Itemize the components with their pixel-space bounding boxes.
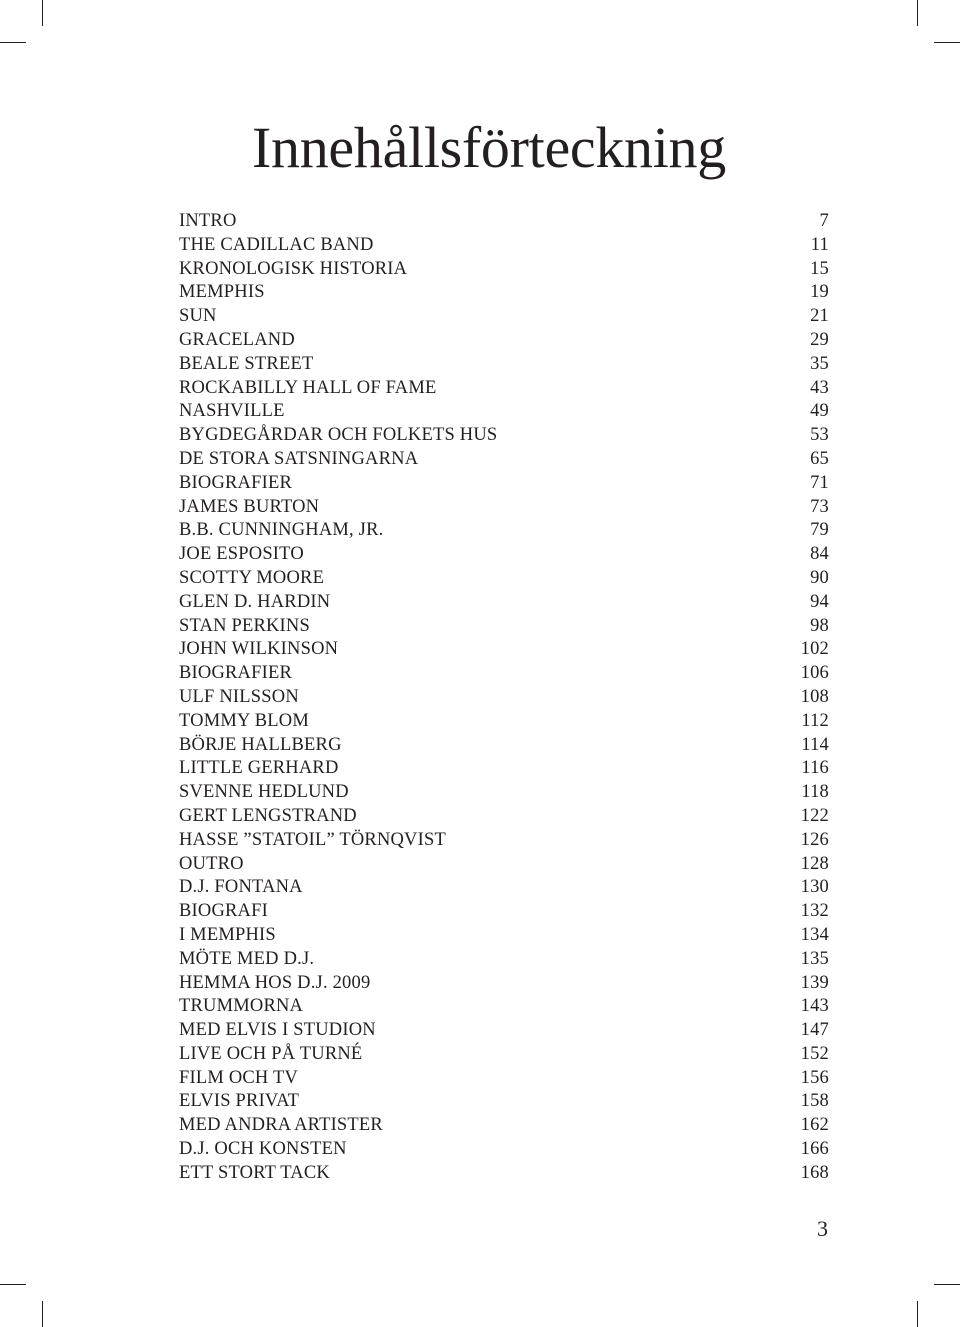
crop-mark-top-right-vertical bbox=[917, 0, 918, 26]
toc-entry bbox=[179, 995, 829, 1019]
toc-entry bbox=[179, 948, 829, 972]
toc-entry-page: 118 bbox=[801, 782, 829, 803]
toc-entry-label: JAMES BURTON bbox=[179, 496, 320, 517]
toc-entry-label: STAN PERKINS bbox=[179, 615, 310, 636]
toc-entry-page: 126 bbox=[800, 829, 829, 850]
toc-entry-label: I MEMPHIS bbox=[179, 924, 276, 945]
toc-entry-page: 122 bbox=[800, 805, 829, 826]
crop-mark-bottom-left-horizontal bbox=[0, 1284, 26, 1285]
toc-entry-label: OUTRO bbox=[179, 853, 244, 874]
toc-entry bbox=[179, 567, 829, 591]
toc-entry bbox=[179, 662, 829, 686]
page-title: Innehållsförteckning bbox=[252, 115, 726, 180]
toc-entry-label: ROCKABILLY HALL OF FAME bbox=[179, 377, 437, 398]
toc-entry-page: 84 bbox=[810, 544, 829, 565]
toc-entry bbox=[179, 448, 829, 472]
page-number: 3 bbox=[817, 1216, 828, 1241]
toc-entry bbox=[179, 710, 829, 734]
toc-entry-page: 112 bbox=[801, 710, 829, 731]
toc-entry bbox=[179, 400, 829, 424]
toc-entry bbox=[179, 496, 829, 520]
toc-entry bbox=[179, 1043, 829, 1067]
toc-entry bbox=[179, 353, 829, 377]
toc-entry-label: BIOGRAFIER bbox=[179, 663, 293, 684]
toc-entry-label: GRACELAND bbox=[179, 329, 295, 350]
toc-entry bbox=[179, 210, 829, 234]
toc-entry bbox=[179, 615, 829, 639]
toc-entry-label: ULF NILSSON bbox=[179, 686, 299, 707]
toc-entry bbox=[179, 424, 829, 448]
toc-entry-page: 132 bbox=[800, 901, 829, 922]
toc-entry-page: 49 bbox=[810, 401, 829, 422]
crop-mark-top-left-vertical bbox=[42, 0, 43, 26]
toc-entry bbox=[179, 638, 829, 662]
toc-entry-page: 71 bbox=[810, 472, 829, 493]
toc-entry bbox=[179, 258, 829, 282]
crop-mark-bottom-left-vertical bbox=[42, 1301, 43, 1327]
toc-entry-page: 90 bbox=[810, 567, 829, 588]
toc-entry bbox=[179, 853, 829, 877]
crop-mark-bottom-right-horizontal bbox=[934, 1284, 960, 1285]
toc-entry bbox=[179, 686, 829, 710]
toc-entry bbox=[179, 1019, 829, 1043]
toc-entry-label: DE STORA SATSNINGARNA bbox=[179, 448, 419, 469]
toc-entry bbox=[179, 234, 829, 258]
toc-entry bbox=[179, 591, 829, 615]
toc-entry-label: MED ANDRA ARTISTER bbox=[179, 1115, 383, 1136]
toc-entry bbox=[179, 829, 829, 853]
toc-entry-page: 135 bbox=[800, 948, 829, 969]
toc-entry-label: BIOGRAFI bbox=[179, 901, 268, 922]
toc-entry bbox=[179, 805, 829, 829]
toc-entry-page: 98 bbox=[810, 615, 829, 636]
toc-entry-page: 106 bbox=[800, 663, 829, 684]
toc-entry bbox=[179, 1090, 829, 1114]
toc-entry-label: B.B. CUNNINGHAM, JR. bbox=[179, 520, 384, 541]
toc-entry-label: LIVE OCH PÅ TURNÉ bbox=[179, 1043, 363, 1064]
toc-entry-label: JOE ESPOSITO bbox=[179, 544, 304, 565]
toc-entry bbox=[179, 781, 829, 805]
toc-entry bbox=[179, 543, 829, 567]
toc-entry-label: ETT STORT TACK bbox=[179, 1162, 330, 1183]
toc-entry-label: MÖTE MED D.J. bbox=[179, 948, 315, 969]
toc-entry-page: 19 bbox=[810, 282, 829, 303]
toc-entry bbox=[179, 1138, 829, 1162]
toc-entry bbox=[179, 757, 829, 781]
toc-entry-page: 166 bbox=[800, 1139, 829, 1160]
toc-entry-page: 7 bbox=[819, 211, 829, 231]
toc-entry bbox=[179, 924, 829, 948]
toc-entry-label: ELVIS PRIVAT bbox=[179, 1091, 300, 1112]
toc-entry-page: 73 bbox=[810, 496, 829, 517]
toc-entry-page: 108 bbox=[800, 686, 829, 707]
toc-entry-page: 130 bbox=[800, 877, 829, 898]
toc-entry-label: D.J. FONTANA bbox=[179, 877, 303, 898]
toc-entry-page: 147 bbox=[800, 1020, 829, 1041]
toc-entry-page: 29 bbox=[810, 329, 829, 350]
toc-entry-label: KRONOLOGISK HISTORIA bbox=[179, 258, 408, 279]
toc-entry-label: TRUMMORNA bbox=[179, 996, 304, 1017]
toc-entry-page: 143 bbox=[800, 996, 829, 1017]
toc-entry-page: 79 bbox=[810, 520, 829, 541]
toc-entry bbox=[179, 1114, 829, 1138]
toc-entry-page: 43 bbox=[810, 377, 829, 398]
toc-entry bbox=[179, 876, 829, 900]
toc-entry-label: TOMMY BLOM bbox=[179, 710, 309, 731]
toc-entry-page: 53 bbox=[810, 425, 829, 446]
toc-entry-page: 134 bbox=[800, 924, 829, 945]
toc-entry-page: 94 bbox=[810, 591, 829, 612]
toc-entry-page: 158 bbox=[800, 1091, 829, 1112]
toc-entry-label: GERT LENGSTRAND bbox=[179, 805, 357, 826]
toc-entry bbox=[179, 734, 829, 758]
toc-entry-page: 168 bbox=[800, 1162, 829, 1183]
toc-entry-page: 156 bbox=[800, 1067, 829, 1088]
toc-entry bbox=[179, 281, 829, 305]
toc-entry-page: 116 bbox=[801, 758, 829, 779]
toc-entry-label: BEALE STREET bbox=[179, 353, 314, 374]
toc-entry-page: 102 bbox=[800, 639, 829, 660]
toc-entry-page: 152 bbox=[800, 1043, 829, 1064]
toc-entry-page: 128 bbox=[800, 853, 829, 874]
toc-entry-page: 15 bbox=[810, 258, 829, 279]
toc-entry-label: HASSE ”STATOIL” TÖRNQVIST bbox=[179, 829, 446, 850]
toc-entry bbox=[179, 329, 829, 353]
toc-entry-page: 114 bbox=[801, 734, 829, 755]
toc-entry bbox=[179, 377, 829, 401]
toc-entry bbox=[179, 305, 829, 329]
toc-entry-page: 11 bbox=[810, 234, 829, 255]
toc-entry-label: INTRO bbox=[179, 211, 237, 231]
table-of-contents bbox=[179, 210, 829, 1186]
toc-entry-label: MED ELVIS I STUDION bbox=[179, 1020, 376, 1041]
toc-entry-label: FILM OCH TV bbox=[179, 1067, 299, 1088]
crop-mark-bottom-right-vertical bbox=[917, 1301, 918, 1327]
toc-entry-label: LITTLE GERHARD bbox=[179, 758, 339, 779]
toc-entry-label: SUN bbox=[179, 306, 217, 327]
toc-entry-label: SVENNE HEDLUND bbox=[179, 782, 349, 803]
toc-entry bbox=[179, 519, 829, 543]
toc-entry bbox=[179, 1162, 829, 1186]
toc-entry-page: 162 bbox=[800, 1115, 829, 1136]
toc-entry-label: MEMPHIS bbox=[179, 282, 265, 303]
toc-entry bbox=[179, 1067, 829, 1091]
toc-entry-page: 21 bbox=[810, 306, 829, 327]
toc-entry-page: 35 bbox=[810, 353, 829, 374]
toc-entry-label: D.J. OCH KONSTEN bbox=[179, 1139, 347, 1160]
toc-entry bbox=[179, 472, 829, 496]
crop-mark-top-right-horizontal bbox=[934, 42, 960, 43]
toc-entry-page: 139 bbox=[800, 972, 829, 993]
toc-entry-label: THE CADILLAC BAND bbox=[179, 234, 374, 255]
toc-entry-label: HEMMA HOS D.J. 2009 bbox=[179, 972, 371, 993]
toc-entry-label: NASHVILLE bbox=[179, 401, 285, 422]
toc-entry-label: GLEN D. HARDIN bbox=[179, 591, 331, 612]
toc-entry bbox=[179, 972, 829, 996]
toc-entry-label: JOHN WILKINSON bbox=[179, 639, 339, 660]
toc-entry bbox=[179, 900, 829, 924]
toc-entry-label: BÖRJE HALLBERG bbox=[179, 734, 342, 755]
crop-mark-top-left-horizontal bbox=[0, 42, 26, 43]
toc-entry-page: 65 bbox=[810, 448, 829, 469]
toc-entry-label: SCOTTY MOORE bbox=[179, 567, 325, 588]
toc-entry-label: BYGDEGÅRDAR OCH FOLKETS HUS bbox=[179, 425, 498, 446]
toc-entry-label: BIOGRAFIER bbox=[179, 472, 293, 493]
